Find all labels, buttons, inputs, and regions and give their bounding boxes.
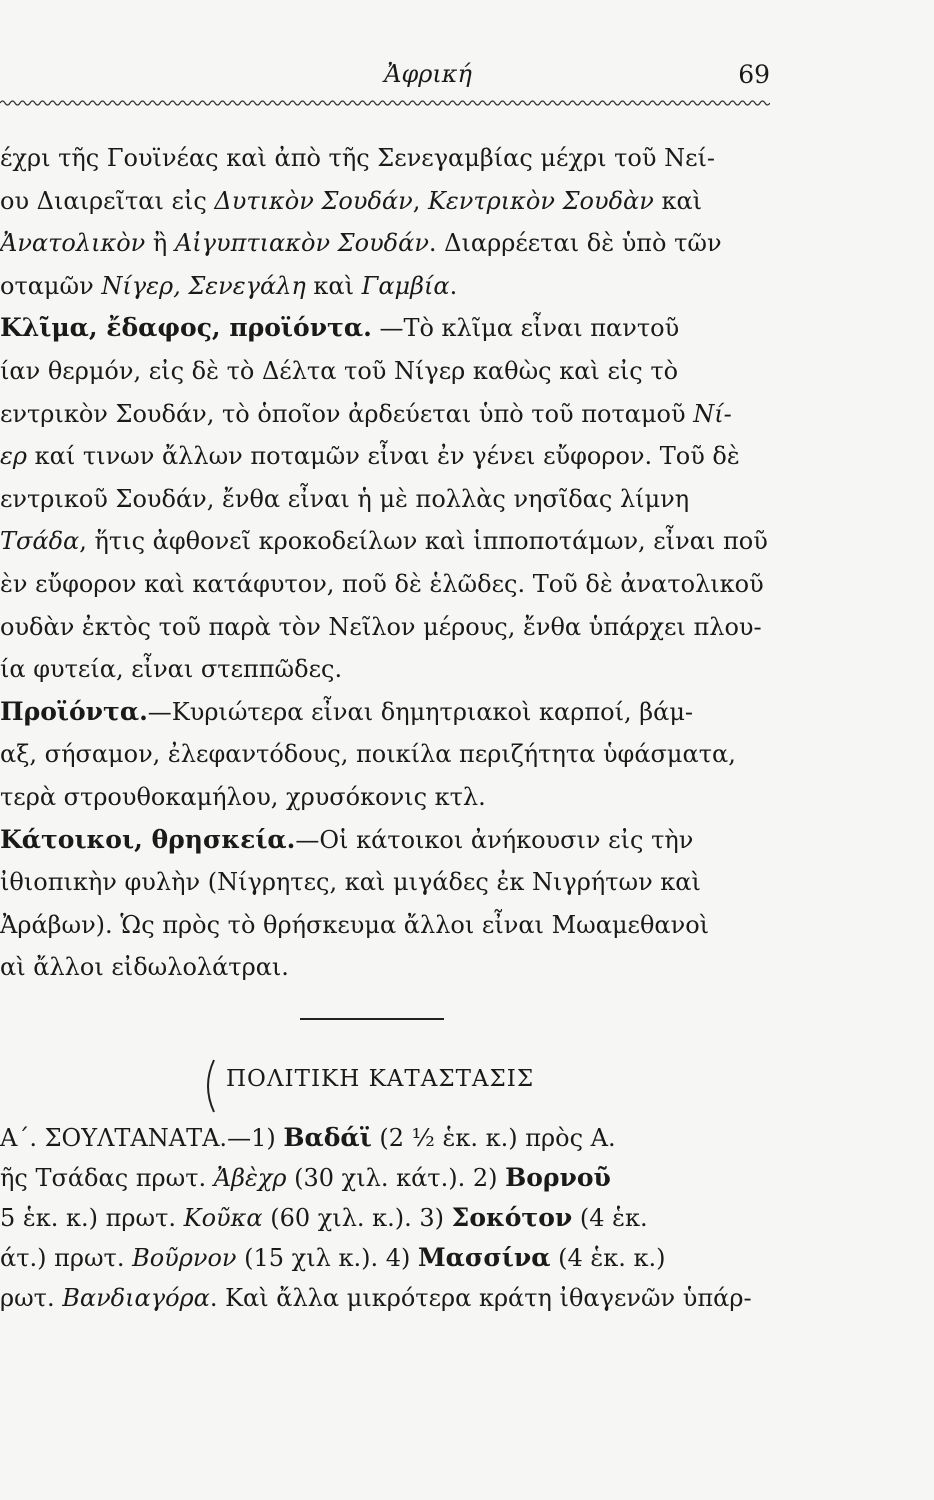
text-line	[0, 483, 772, 515]
text-segment: καὶ	[305, 271, 362, 300]
text-segment: , ἥτις ἀφθονεῖ κροκοδείλων καὶ ἱπποποτάμων, εἶναι ποῦ	[79, 527, 768, 556]
italic-text: Αἰγυπτιακὸν Σουδάν	[174, 229, 429, 258]
text-line	[0, 909, 772, 941]
text-line	[0, 1122, 772, 1154]
text-segment: —Κυριώτερα εἶναι δημητριακοὶ καρποί, βάμ-	[147, 697, 694, 726]
text-line	[0, 1242, 772, 1274]
italic-text: Βοῦρνον	[132, 1244, 237, 1272]
bold-heading-text: Βαδάϊ	[283, 1123, 372, 1152]
text-line	[0, 1162, 772, 1194]
text-segment: . Διαρρέεται δὲ ὑπὸ τῶν	[428, 229, 722, 258]
bold-heading-text: Κάτοικοι, θρησκεία.	[0, 824, 296, 854]
italic-text: Τσάδα	[0, 527, 80, 556]
text-segment: έχρι τῆς Γουϊνέας καὶ ἀπὸ τῆς Σενεγαμβίας μέχρι τοῦ Νεί-	[0, 144, 716, 172]
text-line	[0, 824, 772, 856]
text-segment: άτ.) πρωτ.	[0, 1244, 133, 1272]
text-line	[0, 270, 772, 302]
text-line	[0, 781, 772, 813]
text-line	[0, 440, 772, 472]
bracket-mark	[198, 1058, 216, 1114]
bold-heading-text: Βορνοῦ	[505, 1163, 611, 1192]
text-line	[0, 951, 772, 983]
section-title: ΠΟΛΙΤΙΚΗ ΚΑΤΑΣΤΑΣΙΣ	[226, 1066, 535, 1092]
text-segment: ία φυτεία, εἶναι στεππῶδες.	[0, 655, 343, 684]
page-header	[0, 60, 934, 100]
text-segment: τερὰ στρουθοκαμήλου, χρυσόκονις κτλ.	[0, 783, 486, 811]
text-line	[0, 185, 772, 217]
text-line	[0, 696, 772, 728]
text-segment: Ἀράβων). Ὡς πρὸς τὸ θρήσκευμα ἄλλοι εἶναι Μωαμεθανοὶ	[0, 910, 710, 939]
text-segment: 5 ἑκ. κ.) πρωτ.	[0, 1204, 184, 1232]
bold-heading-text: Κλῖμα, ἔδαφος, προϊόντα.	[0, 313, 372, 343]
text-line	[0, 227, 772, 259]
bold-heading-text: Προϊόντα.	[0, 696, 148, 726]
text-segment: ουδὰν ἐκτὸς τοῦ παρὰ τὸν Νεῖλον μέρους, ἔνθα ὑπάρχει πλου-	[0, 612, 762, 641]
text-segment: —Τὸ κλῖμα εἶναι παντοῦ	[371, 314, 680, 343]
text-segment: ρωτ.	[0, 1284, 63, 1312]
italic-text: Κεντρικὸν Σουδὰν	[427, 186, 654, 215]
bold-heading-text: Σοκότον	[451, 1203, 573, 1232]
text-segment: καί τινων ἄλλων ποταμῶν εἶναι ἐν γένει εὔφορον. Τοῦ δὲ	[27, 442, 740, 471]
text-segment: ,	[412, 186, 428, 215]
text-segment: . Καὶ ἄλλα μικρότερα κράτη ἰθαγενῶν ὑπάρ-	[209, 1284, 752, 1312]
text-segment: (30 χιλ. κάτ.). 2)	[286, 1164, 506, 1192]
text-segment: (4 ἑκ.	[572, 1204, 648, 1232]
text-segment: —Οἱ κάτοικοι ἀνήκουσιν εἰς τὴν	[295, 825, 694, 854]
text-line	[0, 653, 772, 685]
text-segment: αὶ ἄλλοι εἰδωλολάτραι.	[0, 953, 289, 982]
text-segment: καὶ	[653, 186, 703, 215]
wavy-header-rule	[0, 98, 770, 108]
italic-text: Βανδιαγόρα	[62, 1284, 210, 1312]
text-line	[0, 738, 772, 770]
running-title: Ἀφρική	[384, 60, 472, 88]
text-segment: Α΄. ΣΟΥΛΤΑΝΑΤΑ.	[0, 1124, 228, 1152]
text-line	[0, 398, 772, 430]
text-line	[0, 525, 772, 557]
italic-text: Κοῦκα	[183, 1204, 263, 1232]
text-line	[0, 568, 772, 600]
text-segment: αξ, σήσαμον, ἐλεφαντόδους, ποικίλα περιζήτητα ὑφάσματα,	[0, 740, 736, 769]
text-line	[0, 312, 772, 344]
text-segment: εντρικοῦ Σουδάν, ἔνθα εἶναι ἡ μὲ πολλὰς νησῖδας λίμνη	[0, 484, 690, 513]
text-segment: ἰθιοπικὴν φυλὴν (Νίγρητες, καὶ μιγάδες ἐκ Νιγρήτων καὶ	[0, 868, 701, 897]
text-segment: —1)	[227, 1124, 284, 1152]
text-segment: ἢ	[145, 229, 175, 258]
italic-text: Ἀβὲχρ	[213, 1164, 287, 1192]
text-segment: (15 χιλ κ.). 4)	[236, 1244, 418, 1272]
italic-text: Νί-	[693, 399, 732, 428]
italic-text: Ἀνατολικὸν	[0, 229, 146, 258]
text-segment: (60 χιλ. κ.). 3)	[262, 1204, 452, 1232]
text-segment: (2 ½ ἑκ. κ.) πρὸς Α.	[371, 1124, 616, 1152]
text-line	[0, 611, 772, 643]
text-segment: (4 ἑκ. κ.)	[550, 1244, 666, 1272]
italic-text: Γαμβία	[361, 271, 450, 300]
text-segment: εντρικὸν Σουδάν, τὸ ὁποῖον ἀρδεύεται ὑπὸ τοῦ ποταμοῦ	[0, 399, 694, 428]
bold-heading-text: Μασσίνα	[417, 1243, 551, 1272]
italic-text: ερ	[0, 442, 27, 471]
text-segment: .	[449, 271, 458, 300]
text-line	[0, 866, 772, 898]
italic-text: Νίγερ, Σενεγάλη	[101, 271, 306, 300]
page-number: 69	[738, 60, 770, 89]
section-divider	[300, 1018, 444, 1020]
text-segment: οταμῶν	[0, 271, 102, 300]
italic-text: Δυτικὸν Σουδάν	[214, 186, 413, 215]
text-line	[0, 142, 772, 174]
text-line	[0, 355, 772, 387]
text-line	[0, 1282, 772, 1314]
text-segment: ου Διαιρεῖται εἰς	[0, 186, 215, 215]
text-segment: ίαν θερμόν, εἰς δὲ τὸ Δέλτα τοῦ Νίγερ καθὼς καὶ εἰς τὸ	[0, 357, 679, 385]
text-segment: ῆς Τσάδας πρωτ.	[0, 1164, 214, 1192]
text-line	[0, 1202, 772, 1234]
text-segment: ὲν εὔφορον καὶ κατάφυτον, ποῦ δὲ ἑλῶδες. Τοῦ δὲ ἀνατολικοῦ	[0, 570, 764, 598]
